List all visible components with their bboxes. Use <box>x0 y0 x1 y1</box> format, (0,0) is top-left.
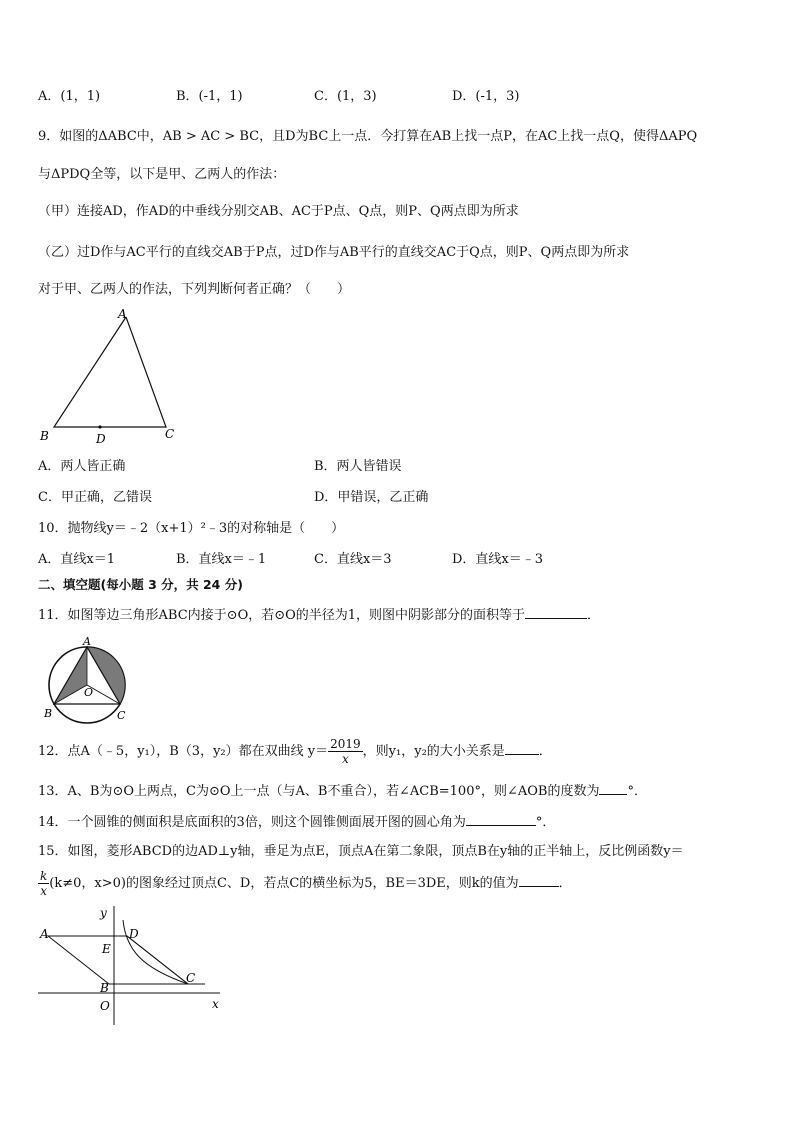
q9-label-c: C <box>165 427 175 441</box>
q11-question <box>38 604 600 625</box>
q9-option-b: B．两人皆错误 <box>314 459 402 474</box>
q11-circle-figure <box>40 635 135 725</box>
q9-option-d: D．甲错误，乙正确 <box>314 490 429 505</box>
q9-option-a: A．两人皆正确 <box>38 459 126 474</box>
q9-label-a: A <box>118 307 127 321</box>
q14-question <box>38 811 555 832</box>
q11-label-b: B <box>44 707 53 720</box>
q11-answer-blank <box>525 604 587 619</box>
q14-text-end: °． <box>535 815 556 830</box>
q9-point-d <box>98 425 101 428</box>
q9-triangle <box>54 317 166 427</box>
q10-option-c: C．直线x＝3 <box>314 552 392 567</box>
q12-answer-blank <box>505 740 539 755</box>
q12-text-end: ． <box>538 744 552 759</box>
q15-label-y: y <box>100 906 107 920</box>
q9-line-1: 9．如图的ΔABC中，AB > AC > BC，且D为BC上一点．今打算在AB上找一点P，在AC上找一点Q，使得ΔAPQ <box>38 129 698 144</box>
q10-question: 10．抛物线y＝﹣2（x+1）²﹣3的对称轴是（ ） <box>38 521 345 536</box>
q14-answer-blank <box>466 811 536 826</box>
q9-line-4: （乙）过D作与AC平行的直线交AB于P点，过D作与AB平行的直线交AC于Q点，则P、Q两点即为所求 <box>38 245 630 260</box>
q15-segment-dc <box>127 936 188 984</box>
q9-line-5: 对于甲、乙两人的作法，下列判断何者正确？（ ） <box>38 282 351 297</box>
q12-fraction-denominator: x <box>342 752 349 766</box>
q10-option-d: D．直线x＝﹣3 <box>452 552 544 567</box>
q13-answer-blank <box>599 780 627 795</box>
q15-fraction-denominator: x <box>40 884 48 898</box>
q15-label-a: A <box>40 927 49 941</box>
q11-label-o: O <box>84 686 94 699</box>
q10-option-a: A．直线x＝1 <box>38 552 115 567</box>
q12-question <box>38 734 552 770</box>
q8-option-c: C．(1，3) <box>314 89 377 104</box>
q9-line-3: （甲）连接AD，作AD的中垂线分别交AB、AC于P点、Q点，则P、Q两点即为所求 <box>38 204 519 219</box>
q9-label-d: D <box>96 432 106 446</box>
q15-answer-blank <box>519 872 559 887</box>
q15-fraction <box>38 869 49 898</box>
q11-label-a: A <box>83 635 91 648</box>
q15-text: (k≠0，x>0)的图象经过顶点C、D，若点C的横坐标为5，BE＝3DE，则k的值为 <box>49 876 519 891</box>
q15-label-x: x <box>212 997 219 1011</box>
q15-line-2 <box>38 866 572 902</box>
q12-text-mid: ，则y₁，y₂的大小关系是 <box>362 744 505 759</box>
q11-text-end: ． <box>587 608 601 623</box>
q13-question <box>38 780 647 801</box>
q15-label-o: O <box>100 999 110 1013</box>
q12-fraction <box>328 737 363 766</box>
q9-triangle-figure <box>30 305 190 450</box>
q10-option-b: B．直线x＝﹣1 <box>176 552 267 567</box>
q15-label-b: B <box>100 981 109 995</box>
q15-label-c: C <box>186 971 196 985</box>
q13-text-end: °． <box>627 784 647 799</box>
q11-text: 11．如图等边三角形ABC内接于⊙O，若⊙O的半径为1，则图中阴影部分的面积等于 <box>38 608 526 623</box>
q15-label-e: E <box>102 942 111 956</box>
q15-line-1: 15．如图，菱形ABCD的边AD⊥y轴，垂足为点E，顶点A在第二象限，顶点B在y轴的正半轴上，反比例函数y＝ <box>38 844 684 859</box>
q11-label-c: C <box>117 709 126 722</box>
q8-option-b: B．(-1，1) <box>176 89 243 104</box>
q8-option-d: D．(-1，3) <box>452 89 520 104</box>
section-heading: 二、填空题(每小题 3 分，共 24 分) <box>38 577 243 592</box>
q13-text: 13．A、B为⊙O上两点，C为⊙O上一点（与A、B不重合），若∠ACB=100°，则∠AOB的度数为 <box>38 784 600 799</box>
q15-label-d: D <box>129 927 139 941</box>
q15-rhombus <box>48 936 188 984</box>
q15-fraction-numerator: k <box>40 869 48 883</box>
q12-fraction-numerator: 2019 <box>330 737 361 751</box>
q15-rhombus-figure <box>30 900 230 1030</box>
q12-text: 12．点A（﹣5，y₁），B（3，y₂）都在双曲线 y＝ <box>38 744 329 759</box>
q9-label-b: B <box>40 429 49 443</box>
q9-option-c: C．甲正确，乙错误 <box>38 490 152 505</box>
q14-text: 14．一个圆锥的侧面积是底面积的3倍，则这个圆锥侧面展开图的圆心角为 <box>38 815 466 830</box>
q8-option-a: A．(1，1) <box>38 89 101 104</box>
q9-line-2: 与ΔPDQ全等，以下是甲、乙两人的作法： <box>38 167 286 182</box>
q15-text-end: ． <box>558 876 572 891</box>
